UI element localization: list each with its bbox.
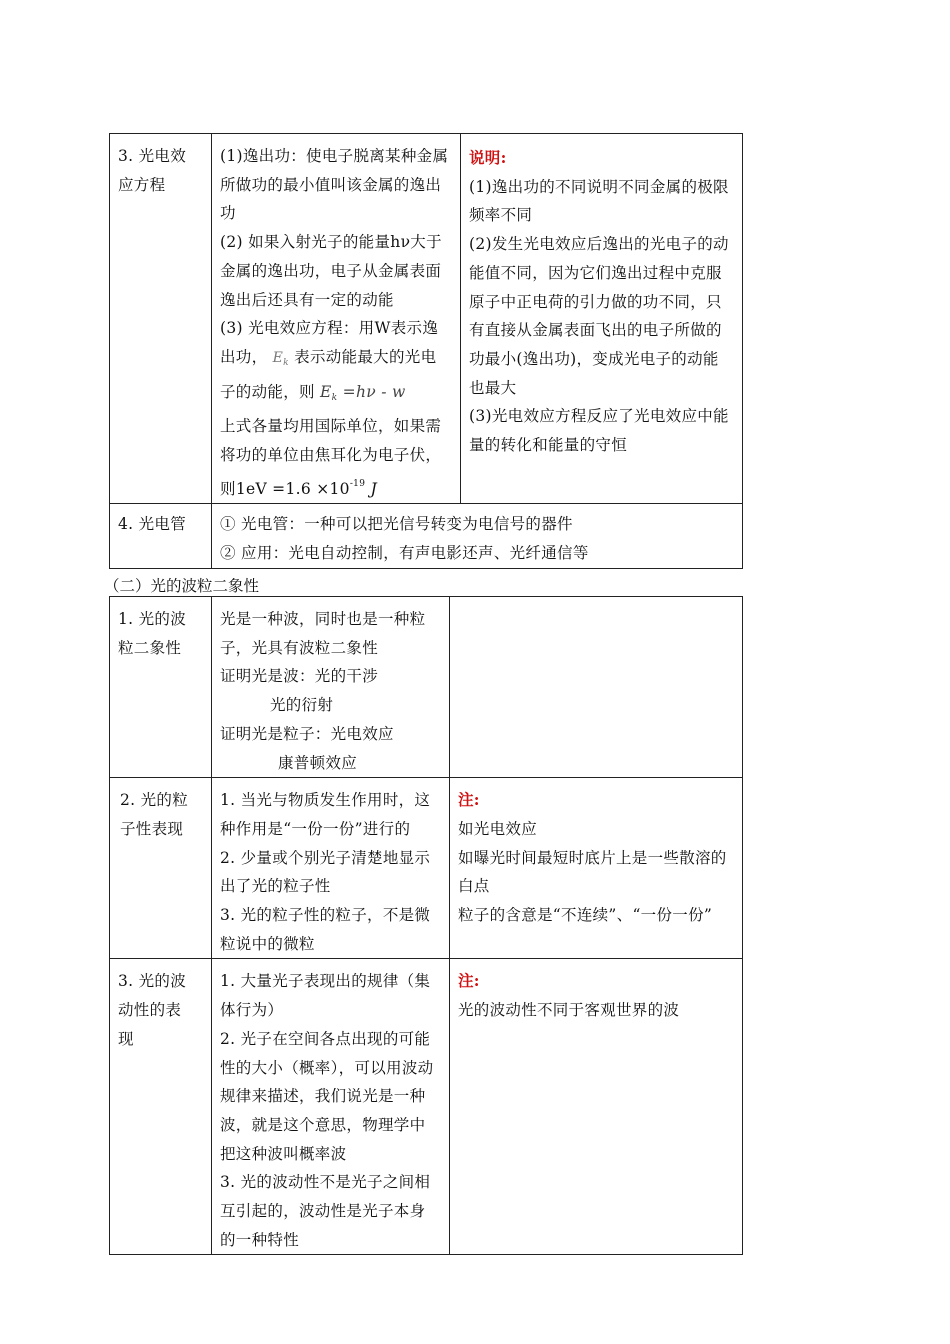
list-item: 光的衍射 (270, 696, 334, 715)
unit-conversion-text: 上式各量均用国际单位，如果需将功的单位由焦耳化为电子伏，则$1eV =1.6 \times 10^{-19}$ J (220, 417, 442, 498)
note-item: (1)逸出功的不同说明不同金属的极限频率不同 (469, 177, 729, 225)
list-item: 1. 大量光子表现出的规律（集体行为） (220, 972, 431, 1020)
equation-ek-text: 表示动能最大的光电子的动能，则 (220, 347, 437, 401)
ev-formula: $1eV =1.6 \times 10^{-19}$ J (235, 478, 377, 498)
table-row (110, 134, 743, 504)
note-cell (461, 134, 743, 504)
row-title-cell (110, 504, 212, 568)
row-title: 1. 光的波粒二象性 (118, 610, 187, 657)
table-row (110, 597, 743, 778)
row-title: 3. 光电效应方程 (118, 147, 187, 194)
content-cell (212, 134, 461, 504)
row-title: 4. 光电管 (118, 515, 187, 534)
list-item: 康普顿效应 (278, 753, 358, 772)
list-item: 光是一种波，同时也是一种粒子，光具有波粒二象性 (220, 610, 426, 657)
note-cell (450, 959, 743, 1255)
note-item: 如光电效应 (458, 819, 538, 838)
note-item: (2)发生光电效应后逸出的光电子的动能值不同，因为它们逸出过程中克服原子中正电荷的引力做的功不同，只有直接从金属表面飞出的电子所做的功最小(逸出功)，变成光电子的动能也最大 (469, 235, 729, 397)
list-item: 1. 当光与物质发生作用时，这种作用是“一份一份”进行的 (220, 791, 431, 838)
row-title-cell (110, 778, 212, 959)
row-title-cell (110, 959, 212, 1255)
table-row (110, 504, 743, 568)
work-function-definition: (1)逸出功：使电子脱离某种金属所做功的最小值叫该金属的逸出功 (220, 147, 449, 223)
note-item: 粒子的含意是“不连续”、“一份一份” (458, 906, 713, 925)
row-title-cell (110, 134, 212, 504)
table-row (110, 778, 743, 959)
content-cell (212, 959, 450, 1255)
row-title: 2. 光的粒子性表现 (120, 791, 189, 838)
content-cell (212, 504, 743, 568)
note-cell (450, 778, 743, 959)
content-cell (212, 778, 450, 959)
list-item: 证明光是波：光的干涉 (220, 667, 379, 686)
note-label: 说明: (469, 148, 507, 167)
list-item: ① 光电管：一种可以把光信号转变为电信号的器件 (220, 515, 573, 534)
equation-intro: (3) 光电效应方程：用W表示逸出功， (220, 319, 439, 366)
list-item: ② 应用：光电自动控制，有声电影还声、光纤通信等 (220, 544, 589, 563)
einstein-equation: $E_k =h\nu - w$ (320, 382, 406, 403)
note-item: 光的波动性不同于客观世界的波 (458, 1001, 680, 1020)
section-title: （二）光的波粒二象性 (104, 577, 260, 595)
note-cell (450, 597, 743, 778)
note-label: 注: (458, 971, 480, 991)
kinetic-energy-condition: (2) 如果入射光子的能量hν大于金属的逸出功，电子从金属表面逸出后还具有一定的动能 (220, 233, 442, 309)
equation-description (220, 314, 452, 412)
note-item: (3)光电效应方程反应了光电效应中能量的转化和能量的守恒 (469, 407, 729, 455)
list-item: 2. 少量或个别光子清楚地显示出了光的粒子性 (220, 848, 431, 896)
table-photoelectric (109, 133, 743, 569)
content-cell (212, 597, 450, 778)
row-title: 3. 光的波动性的表现 (118, 972, 187, 1048)
note-item: 如曝光时间最短时底片上是一些散溶的白点 (458, 848, 727, 896)
table-row (110, 959, 743, 1255)
list-item: 3. 光的波动性不是光子之间相互引起的，波动性是光子本身的一种特性 (220, 1173, 431, 1249)
list-item: 证明光是粒子：光电效应 (220, 724, 394, 743)
table-wave-particle (109, 596, 743, 1255)
note-label: 注: (458, 790, 480, 810)
ek-symbol: $E_k$ (272, 349, 289, 368)
list-item: 2. 光子在空间各点出现的可能性的大小（概率），可以用波动规律来描述，我们说光是一种波，就是这个意思，物理学中把这种波叫概率波 (220, 1029, 434, 1163)
list-item: 3. 光的粒子性的粒子，不是微粒说中的微粒 (220, 906, 431, 953)
row-title-cell (110, 597, 212, 778)
